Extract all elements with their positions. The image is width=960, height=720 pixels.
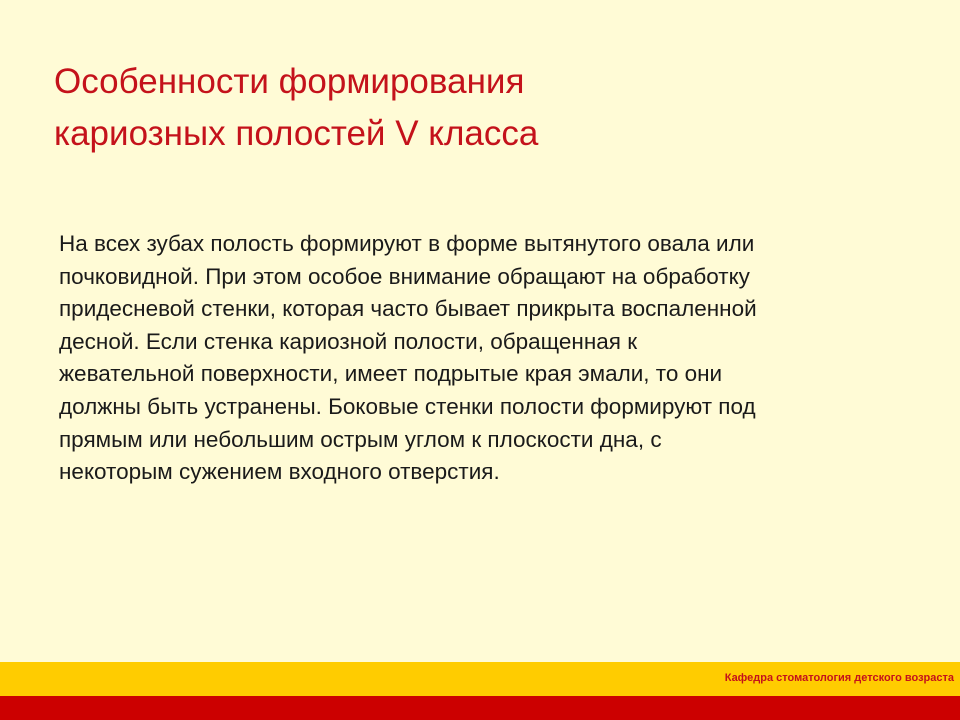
body-line: десной. Если стенка кариозной полости, обращенная к [59,328,638,354]
body-line: жевательной поверхности, имеет подрытые края эмали, то они [59,361,723,387]
body-line: почковидной. При этом особое внимание обращают на обработку [59,263,750,289]
slide-body-text [59,228,909,489]
body-line: придесневой стенки, которая часто бывает прикрыта воспаленной [59,296,757,322]
body-line: На всех зубах полость формируют в форме вытянутого овала или [59,231,755,256]
slide-title-line-1: Особенности формирования [54,62,525,101]
footer-bar [0,696,960,720]
slide-title-line-2: кариозных полостей V класса [54,114,539,153]
slide-title [54,56,914,160]
body-line: должны быть устранены. Боковые стенки полости формируют под [59,393,756,419]
body-line: прямым или небольшим острым углом к плоскости дна, с [59,426,662,452]
body-line: некоторым сужением входного отверстия. [59,459,500,485]
footer-department-label: Кафедра стоматология детского возраста [724,672,954,684]
